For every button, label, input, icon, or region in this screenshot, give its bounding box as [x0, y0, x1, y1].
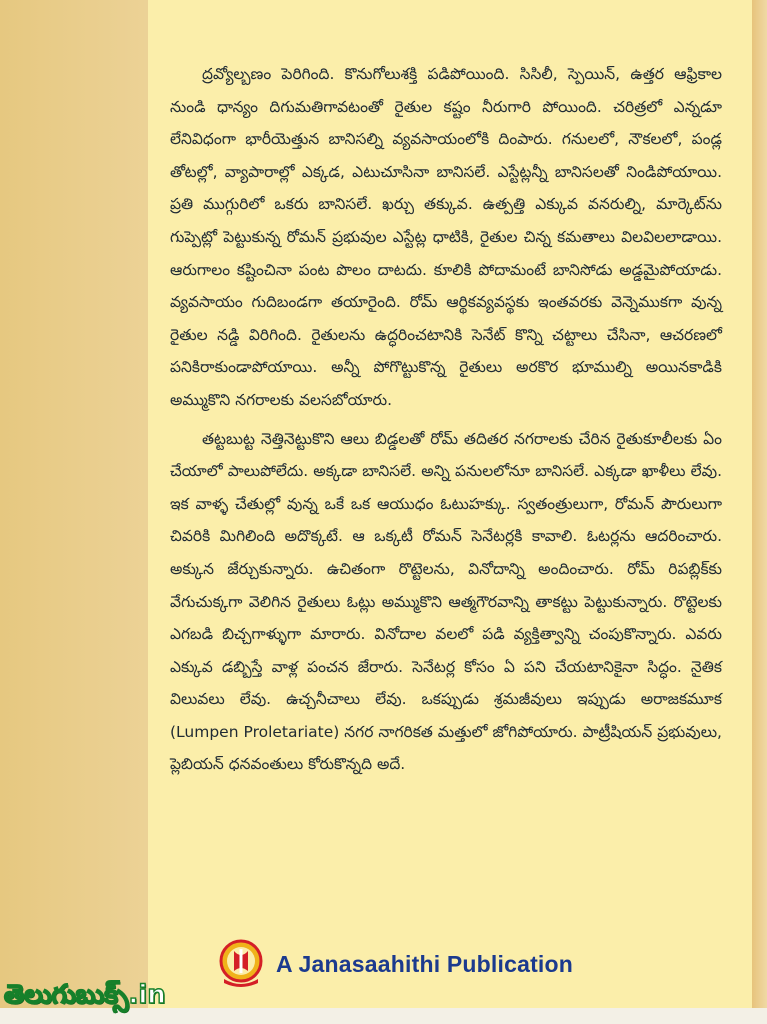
paragraph: ద్రవ్యోల్బణం పెరిగింది. కొనుగోలుశక్తి పడిపోయింది. సిసిలీ, స్పెయిన్, ఉత్తర ఆఫ్రికాల నుండి ధాన్యం దిగుమతిగావటంతో రైతుల కష్టం నీరుగారి పోయింది. చరిత్రలో ఎన్నడూ లేనివిధంగా భారీయెత్తున బానిసల్ని వ్యవసాయంలోకి దింపారు. గనులలో, నౌకలలో, పండ్ల తోటల్లో, వ్యాపారాల్లో ఎక్కడ, ఎటుచూసినా బానిసలే. ఎస్టేట్లన్నీ బానిసలతో నిండిపోయాయి. ప్రతి ముగ్గురిలో ఒకరు బానిసలే. ఖర్చు తక్కువ. ఉత్పత్తి ఎక్కువ వనరుల్ని, మార్కెట్‌ను గుప్పెట్లో పెట్టుకున్న రోమన్ ప్రభువుల ఎస్టేట్ల ధాటికి, రైతుల చిన్న కమతాలు విలవిలలాడాయి. ఆరుగాలం కష్టించినా పంట పొలం దాటదు. కూలికి పోదామంటే బానిసోడు అడ్డమైపోయాడు. వ్యవసాయం గుదిబండగా తయారైంది. రోమ్ ఆర్థికవ్యవస్థకు ఇంతవరకు వెన్నెముకగా వున్న రైతుల నడ్డి విరిగింది. రైతులను ఉద్ధరించటానికి సెనేట్ కొన్ని చట్టాలు చేసినా, ఆచరణలో పనికిరాకుండాపోయాయి. అన్నీ పోగొట్టుకొన్న రైతులు అరకొర భూముల్ని అయినకాడికి అమ్ముకొని నగరాలకు వలసబోయారు. — [170, 65, 722, 409]
publisher-line — [218, 938, 573, 990]
cover-right-strip — [752, 0, 767, 1024]
janasaahithi-logo-icon — [218, 939, 264, 989]
blurb-text — [170, 58, 722, 781]
site-watermark — [4, 978, 166, 1018]
paragraph: తట్టబుట్ట నెత్తినెట్టుకొని ఆలు బిడ్డలతో రోమ్ తదితర నగరాలకు చేరిన రైతుకూలీలకు ఏం చేయాలో పాలుపోలేదు. అక్కడా బానిసలే. అన్ని పనులలోనూ బానిసలే. ఎక్కడా ఖాళీలు లేవు. ఇక వాళ్ళ చేతుల్లో వున్న ఒకే ఒక ఆయుధం ఓటుహక్కు. స్వతంత్రులుగా, రోమన్ పౌరులుగా చివరికి మిగిలింది అదొక్కటే. ఆ ఒక్కటీ రోమన్ సెనేటర్లకి కావాలి. ఓటర్లను ఆదరించారు. అక్కున జేర్చుకున్నారు. ఉచితంగా రొట్టెలను, వినోదాన్ని అందించారు. రోమ్ రిపబ్లిక్‌కు వేగుచుక్కగా వెలిగిన రైతులు ఓట్లు అమ్ముకొని ఆత్మగౌరవాన్ని తాకట్టు పెట్టుకున్నారు. రొట్టెలకు ఎగబడి బిచ్చగాళ్ళుగా మారారు. వినోదాల వలలో పడి వ్యక్తిత్వాన్ని చంపుకొన్నారు. ఎవరు ఎక్కువ డబ్బిస్తే వాళ్ల పంచన జేరారు. సెనేటర్ల కోసం ఏ పని చేయటానికైనా సిద్ధం. నైతిక విలువలు లేవు. ఉచ్చనీచాలు లేవు. ఒకప్పుడు శ్రమజీవులు ఇప్పుడు అరాజకమూక (Lumpen Proletariate) నగర నాగరికత మత్తులో జోగిపోయారు. పాట్రీషియన్ ప్రభువులు, ప్లెబియన్ ధనవంతులు కోరుకొన్నది అదే. — [170, 429, 722, 774]
publisher-name: A Janasaahithi Publication — [276, 950, 574, 977]
cover-left-strip — [0, 0, 148, 1024]
watermark-text: తెలుగుబుక్స్.in — [4, 980, 166, 1010]
